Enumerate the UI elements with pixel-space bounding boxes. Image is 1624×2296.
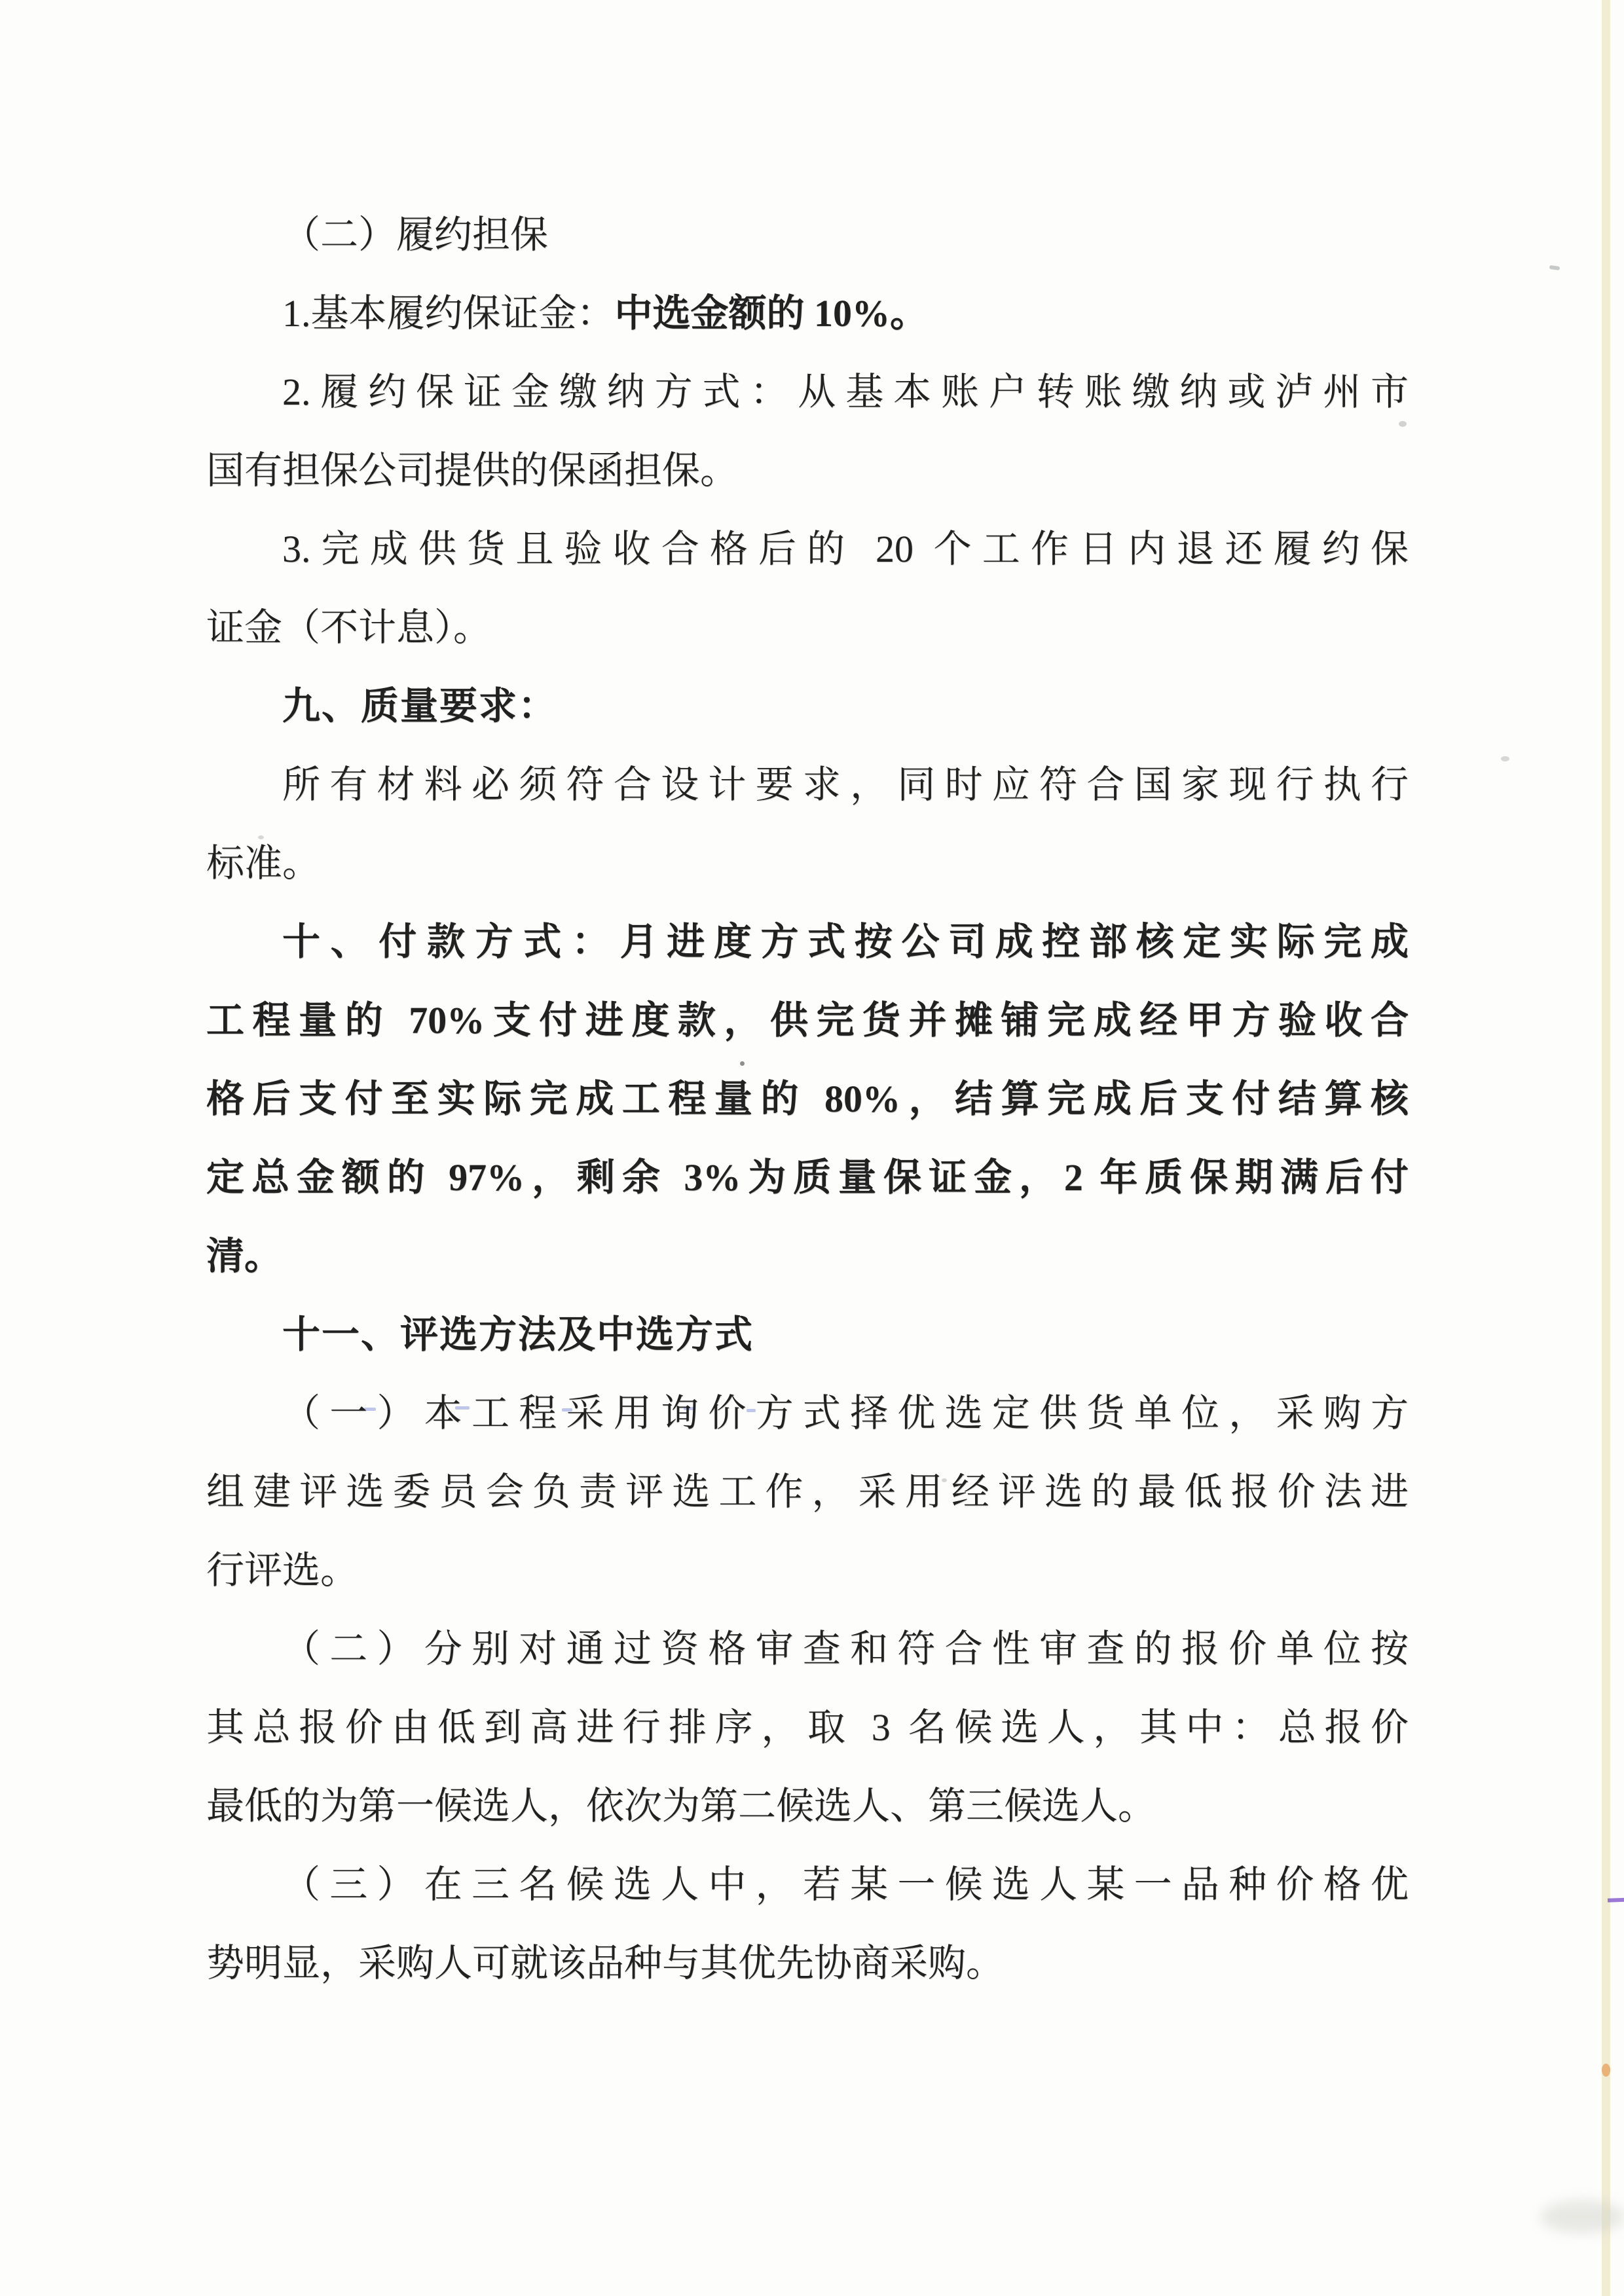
text-line: [206, 1217, 1409, 1296]
text-segment: 标准。: [206, 842, 321, 884]
text-line: [206, 903, 1409, 981]
text-segment: 十一、评选方法及中选方式: [282, 1313, 754, 1356]
text-line: [206, 353, 1409, 431]
text-segment: （二）分别对通过资格审查和符合性审查的报价单位按: [282, 1628, 1409, 1670]
text-line: [206, 667, 1409, 746]
text-line: [206, 510, 1409, 589]
text-line: [206, 196, 1409, 274]
text-segment: （一）本工程采用询价方式择优选定供货单位，采购方: [282, 1392, 1409, 1434]
text-segment: 清。: [206, 1235, 283, 1277]
text-segment: 工程量的 70%支付进度款，供完货并摊铺完成经甲方验收合: [206, 999, 1409, 1042]
text-segment: 九、质量要求：: [282, 685, 558, 727]
text-segment: 格后支付至实际完成工程量的 80%，结算完成后支付结算核: [206, 1078, 1409, 1120]
text-segment: 定总金额的 97%，剩余 3%为质量保证金，2 年质保期满后付: [206, 1156, 1409, 1199]
text-line: [206, 274, 1409, 353]
text-segment: 3.完成供货且验收合格后的 20 个工作日内退还履约保: [282, 528, 1409, 570]
scan-speck: [1602, 2064, 1610, 2077]
text-segment: 组建评选委员会负责评选工作，采用经评选的最低报价法进: [206, 1470, 1409, 1513]
text-line: [206, 1453, 1409, 1531]
text-segment: 证金（不计息）。: [206, 606, 492, 649]
text-line: [206, 1374, 1409, 1453]
text-segment: 其总报价由低到高进行排序，取 3 名候选人，其中：总报价: [206, 1706, 1409, 1749]
text-segment: 最低的为第一候选人，依次为第二候选人、第三候选人。: [206, 1785, 1156, 1827]
text-line: [206, 1846, 1409, 1924]
text-segment: （三）在三名候选人中，若某一候选人某一品种价格优: [282, 1863, 1409, 1906]
text-segment: （二）履约担保: [282, 213, 549, 256]
document-body: [206, 196, 1409, 2003]
text-segment: 中选金额的 10%。: [614, 292, 929, 335]
text-segment: 十、付款方式：: [282, 920, 620, 963]
scan-speck: [1608, 1897, 1624, 1902]
text-line: [206, 824, 1409, 903]
text-line: [206, 431, 1409, 510]
text-line: [206, 1296, 1409, 1374]
text-line: [206, 1060, 1409, 1139]
text-line: [206, 1924, 1409, 2003]
text-line: [206, 1531, 1409, 1610]
scan-speck: [1549, 265, 1560, 270]
text-segment: 所有材料必须符合设计要求，同时应符合国家现行执行: [282, 763, 1409, 806]
text-line: [206, 1139, 1409, 1217]
scan-smudge: [1540, 2200, 1624, 2234]
scan-edge-stripe: [1602, 0, 1610, 2296]
text-segment: 1.基本履约保证金：: [282, 292, 615, 335]
text-line: [206, 1688, 1409, 1767]
text-line: [206, 589, 1409, 667]
text-segment: 行评选。: [206, 1549, 359, 1592]
text-segment: 势明显，采购人可就该品种与其优先协商采购。: [206, 1942, 1005, 1984]
text-segment: 国有担保公司提供的保函担保。: [206, 449, 739, 492]
text-line: [206, 981, 1409, 1060]
text-segment: 月进度方式按公司成控部核定实际完成: [619, 920, 1409, 963]
text-line: [206, 746, 1409, 824]
text-line: [206, 1610, 1409, 1688]
text-segment: 2.履约保证金缴纳方式：从基本账户转账缴纳或泸州市: [282, 371, 1409, 413]
scan-speck: [1501, 756, 1509, 761]
text-line: [206, 1767, 1409, 1846]
